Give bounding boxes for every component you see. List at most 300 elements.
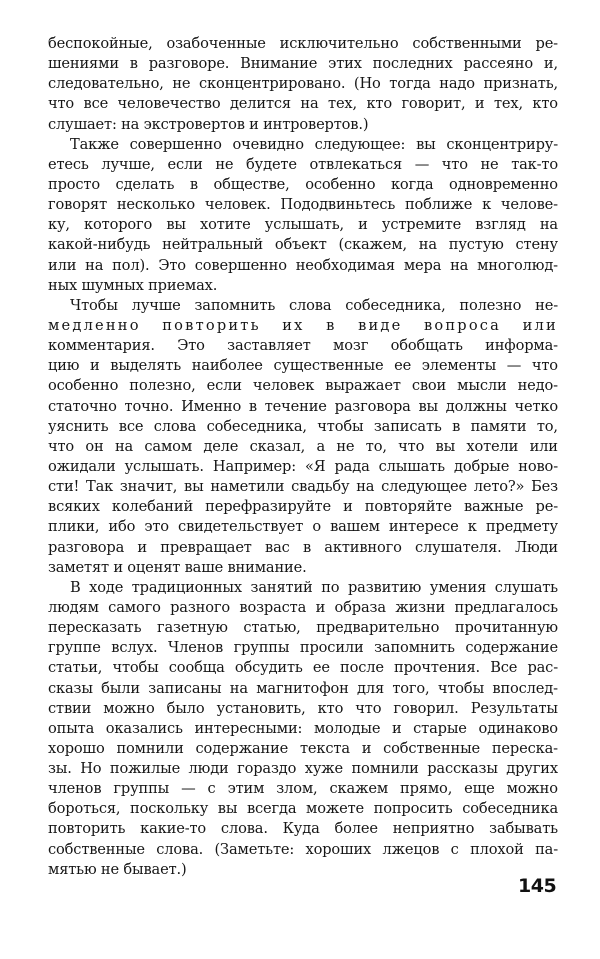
text-line bbox=[48, 840, 558, 860]
word: обобщать bbox=[390, 337, 463, 355]
text-line bbox=[48, 658, 558, 678]
word: очевидно bbox=[232, 135, 304, 153]
word: можете bbox=[306, 800, 365, 818]
word: содержание bbox=[195, 739, 289, 757]
word: кто bbox=[532, 95, 558, 113]
word: обществе, bbox=[213, 175, 290, 193]
word: собеседника, bbox=[345, 296, 446, 314]
word: сконцентриру- bbox=[446, 135, 558, 153]
word: или bbox=[48, 256, 77, 274]
text-line bbox=[48, 558, 558, 578]
word: что bbox=[48, 437, 75, 455]
word: наиболее bbox=[191, 357, 263, 375]
word: вы bbox=[418, 397, 439, 415]
word: добрые bbox=[453, 457, 510, 475]
word: жизни bbox=[395, 598, 446, 616]
word: опыта bbox=[48, 719, 95, 737]
word: — bbox=[506, 357, 522, 375]
word: услышать. bbox=[124, 457, 204, 475]
word: рада bbox=[334, 457, 370, 475]
paragraph bbox=[48, 34, 558, 135]
word: установить, bbox=[216, 699, 306, 717]
word: Внимание bbox=[240, 55, 318, 73]
text-line bbox=[48, 276, 558, 296]
word: и bbox=[343, 498, 353, 516]
word: нейтральный bbox=[162, 236, 264, 254]
word: услышать, bbox=[264, 216, 345, 234]
word: и bbox=[391, 719, 402, 737]
word: (Заметьте: bbox=[214, 840, 295, 858]
word: Но bbox=[80, 760, 102, 778]
word: признать, bbox=[483, 75, 558, 93]
word: виде bbox=[358, 316, 403, 334]
word: бороться, bbox=[48, 800, 121, 818]
word: более bbox=[334, 820, 378, 838]
word: их bbox=[282, 316, 305, 334]
word: тогда bbox=[389, 75, 431, 93]
word: озабоченные bbox=[166, 35, 266, 52]
word: несколько bbox=[116, 196, 196, 214]
word: ку, bbox=[48, 216, 70, 234]
word: лжецов bbox=[382, 840, 440, 858]
word: уяснить bbox=[48, 417, 109, 435]
word: хотели bbox=[466, 437, 519, 455]
word: на bbox=[450, 256, 469, 274]
word: не- bbox=[535, 296, 558, 314]
word: поближе bbox=[404, 196, 473, 214]
word: пол). bbox=[112, 256, 150, 274]
word: и, bbox=[543, 55, 558, 73]
word: точно. bbox=[124, 397, 174, 415]
word: злом, bbox=[276, 780, 318, 798]
word: на bbox=[300, 95, 319, 113]
word: не bbox=[172, 75, 191, 93]
word: превращает bbox=[160, 538, 252, 556]
word: развитию bbox=[347, 578, 422, 596]
word: значит, bbox=[119, 478, 178, 496]
word: перефразируйте bbox=[205, 498, 331, 516]
word: впослед- bbox=[492, 679, 558, 697]
word: вы bbox=[416, 135, 436, 153]
word: — bbox=[181, 780, 196, 798]
word: сказал, bbox=[249, 437, 306, 455]
word: этим bbox=[227, 780, 265, 798]
word: на bbox=[121, 115, 140, 133]
word: кто bbox=[366, 95, 392, 113]
text-line bbox=[48, 296, 558, 316]
word: слова bbox=[289, 296, 332, 314]
word: группы bbox=[233, 639, 290, 657]
word: вопроса bbox=[423, 316, 502, 334]
word: содержание bbox=[465, 639, 558, 657]
word: и bbox=[361, 739, 372, 757]
word: прямо, bbox=[400, 780, 453, 798]
word: сообща bbox=[168, 659, 225, 677]
word: традиционных bbox=[131, 578, 242, 596]
word: не bbox=[215, 155, 234, 173]
word: челове- bbox=[500, 196, 558, 214]
word: слышать bbox=[378, 457, 445, 475]
word: занятий bbox=[250, 578, 313, 596]
word: повторяйте bbox=[364, 498, 452, 516]
word: (Но bbox=[353, 75, 381, 93]
text-line bbox=[48, 94, 558, 114]
text-line bbox=[48, 598, 558, 618]
text-line bbox=[48, 397, 558, 417]
word: все bbox=[118, 417, 144, 435]
text-line bbox=[48, 155, 558, 175]
word: В bbox=[70, 578, 81, 596]
word: люди bbox=[188, 760, 229, 778]
word: чтобы bbox=[437, 679, 485, 697]
word: когда bbox=[390, 175, 434, 193]
word: собеседника bbox=[462, 800, 558, 818]
text-line bbox=[48, 517, 558, 537]
word: скажем bbox=[329, 780, 389, 798]
page-number: 145 bbox=[518, 875, 557, 897]
word: собеседника, bbox=[206, 417, 307, 435]
text-line bbox=[48, 74, 558, 94]
word: прочитанную bbox=[454, 619, 558, 637]
word: надо bbox=[439, 75, 475, 93]
word: ствии bbox=[48, 699, 92, 717]
word: переска- bbox=[491, 739, 558, 757]
text-line bbox=[48, 538, 558, 558]
word: вы bbox=[184, 478, 204, 496]
text-line bbox=[48, 437, 558, 457]
word: приемах. bbox=[148, 276, 218, 294]
word: вашем bbox=[330, 518, 380, 536]
word: возраста bbox=[239, 598, 307, 616]
text-line bbox=[48, 719, 558, 739]
word: или bbox=[522, 316, 558, 334]
page-text-block bbox=[48, 34, 558, 880]
word: что bbox=[398, 437, 425, 455]
word: то, bbox=[365, 437, 387, 455]
word: и bbox=[249, 115, 259, 133]
word: что bbox=[441, 155, 468, 173]
word: не bbox=[480, 155, 499, 173]
word: какой-нибудь bbox=[48, 236, 151, 254]
text-line bbox=[48, 34, 558, 54]
word: Также bbox=[70, 135, 119, 153]
word: неприятно bbox=[392, 820, 475, 838]
word: если bbox=[206, 377, 242, 395]
word: слова. bbox=[220, 820, 268, 838]
word: свидетельствует bbox=[178, 518, 304, 536]
word: стену bbox=[515, 236, 558, 254]
word: будете bbox=[246, 155, 297, 173]
word: после bbox=[340, 659, 384, 677]
word: лето?» bbox=[473, 478, 525, 496]
word: обсудить bbox=[234, 659, 303, 677]
word: текста bbox=[300, 739, 350, 757]
word: статочно bbox=[48, 397, 117, 415]
word: лучше bbox=[131, 296, 181, 314]
word: важные bbox=[463, 498, 524, 516]
word: записать bbox=[373, 417, 442, 435]
word: слушает: bbox=[48, 115, 117, 133]
word: записаны bbox=[148, 679, 222, 697]
word: не bbox=[100, 860, 119, 878]
word: статью, bbox=[243, 619, 301, 637]
word: тех, bbox=[328, 95, 357, 113]
word: вслух. bbox=[111, 639, 158, 657]
word: делится bbox=[229, 95, 291, 113]
text-line bbox=[48, 779, 558, 799]
word: в bbox=[248, 397, 257, 415]
word: течение bbox=[264, 397, 327, 415]
word: других bbox=[506, 760, 558, 778]
text-line bbox=[48, 477, 558, 497]
text-line bbox=[48, 739, 558, 759]
word: свадьбу bbox=[291, 478, 350, 496]
word: магнитофон bbox=[256, 679, 349, 697]
word: Это bbox=[158, 256, 186, 274]
word: следующее bbox=[381, 478, 467, 496]
word: и bbox=[474, 95, 485, 113]
word: интересными: bbox=[194, 719, 303, 737]
word: говорит, bbox=[401, 95, 466, 113]
word: плики, bbox=[48, 518, 100, 536]
word: хороших bbox=[305, 840, 372, 858]
word: а bbox=[316, 437, 326, 455]
word: того, bbox=[392, 679, 430, 697]
text-line bbox=[48, 618, 558, 638]
word: необходимая bbox=[295, 256, 395, 274]
word: с bbox=[450, 840, 459, 858]
word: вы bbox=[217, 800, 238, 818]
word: человек bbox=[252, 377, 315, 395]
word: помнили bbox=[351, 760, 419, 778]
text-line bbox=[48, 497, 558, 517]
word: медленно bbox=[48, 316, 141, 334]
text-line bbox=[48, 679, 558, 699]
word: на bbox=[229, 679, 248, 697]
word: мозг bbox=[333, 337, 369, 355]
text-line bbox=[48, 195, 558, 215]
word: Результаты bbox=[470, 699, 558, 717]
word: недо- bbox=[517, 377, 558, 395]
word: не bbox=[336, 437, 355, 455]
word: етесь bbox=[48, 155, 89, 173]
word: группы bbox=[113, 780, 170, 798]
word: рас- bbox=[527, 659, 558, 677]
word: свои bbox=[411, 377, 447, 395]
word: Пододвиньтесь bbox=[280, 196, 396, 214]
word: и bbox=[315, 598, 326, 616]
word: мера bbox=[403, 256, 442, 274]
word: о bbox=[312, 518, 321, 536]
word: оценят bbox=[127, 558, 181, 576]
word: человек. bbox=[204, 196, 271, 214]
word: собственные bbox=[383, 739, 481, 757]
word: хотите bbox=[200, 216, 251, 234]
word: Без bbox=[531, 478, 558, 496]
word: одновременно bbox=[449, 175, 558, 193]
word: должны bbox=[445, 397, 507, 415]
text-line bbox=[48, 699, 558, 719]
word: наметили bbox=[210, 478, 285, 496]
word: Все bbox=[490, 659, 518, 677]
word: па- bbox=[535, 840, 558, 858]
word: и bbox=[90, 357, 100, 375]
word: последних bbox=[372, 55, 453, 73]
text-line bbox=[48, 759, 558, 779]
word: Это bbox=[177, 337, 205, 355]
word: и bbox=[113, 558, 123, 576]
word: вас bbox=[265, 538, 290, 556]
word: что bbox=[355, 699, 382, 717]
word: в bbox=[452, 417, 461, 435]
word: газетную bbox=[156, 619, 228, 637]
word: еще bbox=[464, 780, 495, 798]
word: заметят bbox=[48, 558, 109, 576]
word: были bbox=[101, 679, 140, 697]
word: чтобы bbox=[317, 417, 364, 435]
text-line bbox=[48, 316, 558, 336]
word: или bbox=[529, 437, 558, 455]
word: цию bbox=[48, 357, 80, 375]
word: по bbox=[321, 578, 340, 596]
word: это bbox=[144, 518, 169, 536]
word: взгляд bbox=[475, 216, 526, 234]
word: плохой bbox=[470, 840, 524, 858]
word: совершенно bbox=[129, 135, 222, 153]
word: сказы bbox=[48, 679, 93, 697]
word: Так bbox=[86, 478, 114, 496]
word: поскольку bbox=[130, 800, 209, 818]
word: разного bbox=[170, 598, 231, 616]
word: какие-то bbox=[140, 820, 207, 838]
text-line bbox=[48, 457, 558, 477]
word: он bbox=[85, 437, 104, 455]
word: попросить bbox=[373, 800, 453, 818]
word: лучше, bbox=[101, 155, 155, 173]
word: для bbox=[357, 679, 385, 697]
word: статьи, bbox=[48, 659, 103, 677]
word: сделать bbox=[115, 175, 175, 193]
word: собственными bbox=[412, 35, 522, 52]
word: просили bbox=[299, 639, 364, 657]
word: пожилые bbox=[109, 760, 181, 778]
word: совершенно bbox=[194, 256, 287, 274]
word: мысли bbox=[457, 377, 507, 395]
word: предлагалось bbox=[454, 598, 558, 616]
word: информа- bbox=[485, 337, 558, 355]
word: в bbox=[189, 175, 198, 193]
paragraph bbox=[48, 296, 558, 578]
word: устремите bbox=[381, 216, 462, 234]
text-line bbox=[48, 256, 558, 276]
word: четко bbox=[514, 397, 558, 415]
text-line bbox=[48, 235, 558, 255]
word: (скажем, bbox=[338, 236, 407, 254]
word: всегда bbox=[246, 800, 297, 818]
word: экстровертов bbox=[143, 115, 245, 133]
word: ре- bbox=[535, 35, 558, 52]
word: «Я bbox=[305, 457, 326, 475]
word: и bbox=[358, 216, 368, 234]
word: к bbox=[482, 196, 492, 214]
word: объект bbox=[274, 236, 327, 254]
word: слушателя. bbox=[415, 538, 502, 556]
word: ее bbox=[312, 659, 330, 677]
word: с bbox=[207, 780, 216, 798]
text-line bbox=[48, 819, 558, 839]
word: ибо bbox=[108, 518, 136, 536]
word: в bbox=[302, 538, 312, 556]
text-line bbox=[48, 578, 558, 598]
word: забывать bbox=[489, 820, 558, 838]
word: хуже bbox=[304, 760, 344, 778]
word: выражает bbox=[325, 377, 401, 395]
word: которого bbox=[84, 216, 153, 234]
word: беспокойные, bbox=[48, 35, 153, 52]
word: все bbox=[83, 95, 109, 113]
word: помнили bbox=[116, 739, 184, 757]
word: что bbox=[531, 357, 558, 375]
word: Люди bbox=[514, 538, 558, 556]
word: на bbox=[418, 236, 437, 254]
word: ных bbox=[48, 276, 78, 294]
word: существенные bbox=[273, 357, 384, 375]
word: людям bbox=[48, 598, 99, 616]
word: к bbox=[467, 518, 477, 536]
text-line bbox=[48, 417, 558, 437]
word: всяких bbox=[48, 498, 100, 516]
word: рассеяно bbox=[463, 55, 533, 73]
word: зы. bbox=[48, 760, 72, 778]
word: пересказать bbox=[48, 619, 142, 637]
word: говорил. bbox=[393, 699, 459, 717]
word: многолюд- bbox=[477, 256, 558, 274]
word: этих bbox=[328, 55, 362, 73]
word: полезно bbox=[459, 296, 522, 314]
text-line bbox=[48, 376, 558, 396]
word: полезно, bbox=[129, 377, 196, 395]
text-line bbox=[48, 356, 558, 376]
word: слова bbox=[153, 417, 197, 435]
word: повторить bbox=[48, 820, 126, 838]
word: самом bbox=[144, 437, 193, 455]
word: исключительно bbox=[279, 35, 399, 52]
word: рассказы bbox=[427, 760, 498, 778]
text-line bbox=[48, 336, 558, 356]
word: вы bbox=[166, 216, 186, 234]
word: чтобы bbox=[112, 659, 159, 677]
text-line bbox=[48, 638, 558, 658]
word: шумных bbox=[81, 276, 144, 294]
word: в bbox=[326, 316, 337, 334]
word: активного bbox=[324, 538, 402, 556]
word: на bbox=[114, 437, 134, 455]
word: говорят bbox=[48, 196, 108, 214]
text-line bbox=[48, 860, 558, 880]
word: Членов bbox=[168, 639, 224, 657]
word: на bbox=[85, 256, 104, 274]
word: что bbox=[48, 95, 75, 113]
word: человечество bbox=[117, 95, 221, 113]
word: бывает.) bbox=[123, 860, 187, 878]
word: комментария. bbox=[48, 337, 155, 355]
word: хорошо bbox=[48, 739, 105, 757]
word: интересе bbox=[388, 518, 459, 536]
text-line bbox=[48, 175, 558, 195]
word: шениями bbox=[48, 55, 119, 73]
word: разговоре. bbox=[148, 55, 230, 73]
word: Например: bbox=[212, 457, 296, 475]
